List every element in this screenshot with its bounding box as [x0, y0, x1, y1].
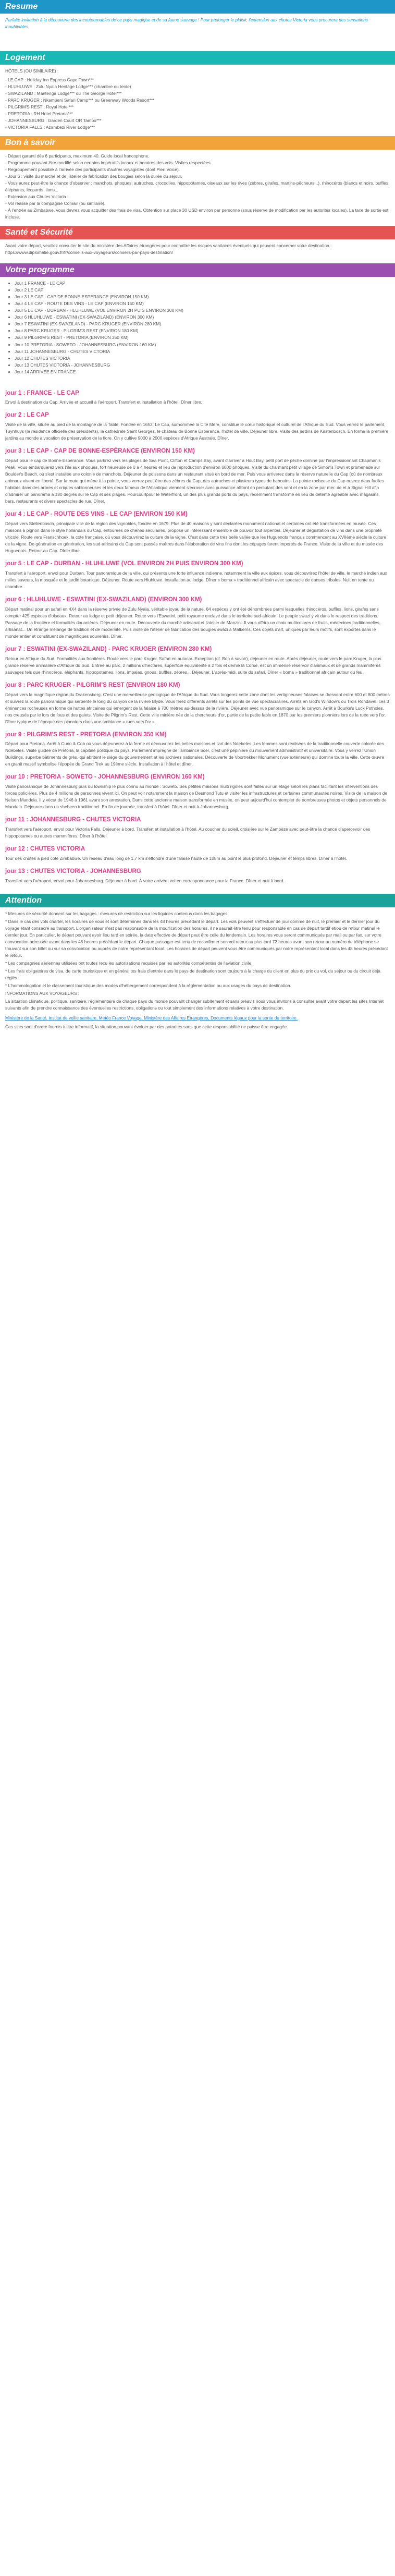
day-text: Visite de la ville, située au pied de la montagne de la Table. Fondée en 1652, Le Cap, surnommée la Cité Mère, constitue le cœur historique et culturel de l'Afrique du Sud. Vous verrez le parlement, Tuynhuys (la résidence officielle des présidents), la cathédrale Saint Georges, le château de Bonne Espérance, l'hôtel de ville. Déjeuner libre. Visite des jardins de Kirstenbosch. En forme la première jardins au monde à vocation de préservation de la flore. On y cultive 9000 à 2000 espèces d'Afrique Australe. Dîner. — [5, 422, 389, 441]
attention-section — [0, 894, 395, 1038]
day-title: jour 4 : LE CAP - ROUTE DES VINS - LE CAP (ENVIRON 150 KM) — [5, 511, 188, 518]
day-text: Transfert vers l'aéroport, envol pour Victoria Falls. Déjeuner à bord. Transfert et installation à l'hôtel. Au coucher du soleil, croisière sur le Zambèze avec peut-être la chance d'apercevoir des hippopotames ou autres mammifères. Dîner à l'hôtel. — [5, 827, 371, 839]
program-toc-item[interactable]: • Jour 9 PILGRIM'S REST - PRETORIA (ENVIRON 350 KM) — [15, 334, 390, 341]
day-text: Transfert à l'aéroport, envol pour Durban. Tour panoramique de la ville, qui présente une forte influence indienne, notamment la ville aux épices, vous découvrirez l'hôtel de ville, le marché indien aux milles saveurs, la mosquée et le jardin botanique. Déjeuner. Route vers Hluhluwe. Installation au lodge. Dîner « boma » traditionnel africain avec spectacle de danses tribales. Nuit en tente ou chambre. — [5, 570, 387, 589]
attention-item: * Mesures de sécurité donnent sur les bagages : mesures de restriction sur les liquides contenus dans les bagages. — [5, 910, 229, 916]
day-title: jour 9 : PILGRIM'S REST - PRETORIA (ENVIRON 350 KM) — [5, 731, 167, 738]
program-toc-item[interactable]: • Jour 14 ARRIVÉE EN FRANCE — [15, 369, 390, 375]
bon-item: - Jour 6 : visite du marché et de l'atelier de fabrication des bougies selon la durée du séjour. — [5, 174, 182, 179]
sante-section — [0, 226, 395, 263]
day-text: Envol à destination du Cap. Arrivée et accueil à l'aéroport. Transfert et installation à l'hôtel. Dîner libre. — [5, 399, 202, 405]
attention-links[interactable]: Ministère de la Santé, Institut de veille sanitaire, Météo France Voyage, Ministère des Affaires Étrangères, Documents légaux pour la sortie du territoire. — [5, 1015, 298, 1021]
attention-final: Ces sites sont d'ordre fournis à titre informatif, la situation pouvant évoluer par des autorités sans que cette responsabilité ne puisse être engagée. — [5, 1024, 288, 1030]
day-title: jour 1 : FRANCE - LE CAP — [5, 390, 79, 396]
logement-item: - LE CAP : Holiday Inn Express Cape Town*** — [5, 77, 94, 83]
logement-title: Logement — [0, 51, 395, 65]
day-text: Retour en Afrique du Sud. Formalités aux frontières. Route vers le parc Kruger. Safari en autocar. Exception (cf. Bon à savoir), déjeuner en route. Après déjeuner, route vers le parc Kruger, la plus grande réserve animalière d'Afrique du Sud. Entrée au parc, 2 millions d'hectares, superficie équivalente à 2 fois et demie la Corse, est un immense réservoir d'animaux et de grands mammifères sauvages tels que rhinocéros, éléphants, hippopotames, lions, impalas, gnous, buffles, zèbres... Déjeuner. L'après-midi, suite du safari. Dîner « boma » traditionnel africain autour du feu. — [5, 655, 381, 675]
day-title: jour 10 : PRETORIA - SOWETO - JOHANNESBURG (ENVIRON 160 KM) — [5, 774, 205, 781]
day-title: jour 7 : ESWATINI (EX-SWAZILAND) - PARC KRUGER (ENVIRON 280 KM) — [5, 646, 212, 652]
program-toc-item[interactable]: • Jour 6 HLUHLUWE - ESWATINI (EX-SWAZILAND) (ENVIRON 300 KM) — [15, 314, 390, 321]
attention-item: INFORMATIONS AUX VOYAGEURS : — [5, 991, 80, 996]
day-text: Tour des chutes à pied côté Zimbabwe. Un réseau d'eau long de 1,7 km s'effondre d'une falaise haute de 108m au point le plus profond. Déjeuner et temps libres. Dîner à l'hôtel. — [5, 855, 347, 861]
logement-list — [5, 77, 390, 131]
logement-item: - VICTORIA FALLS : Azambezi River Lodge*** — [5, 125, 95, 130]
day-text: Départ pour le cap de Bonne-Espérance. Vous partirez vers les plages de Sea Point, Clifton et Camps Bay, avant d'arriver à Hout Bay, petit port de pêche dominé par l'impressionnant Chapman's Peak. Vous embarquerez vers l'île aux phoques, fort heureuse de 0 à 4 heures et lieu de reproduction d'environ 6000 phoques. Visite du charmant petit village de Simon's Town et promenade sur Boulder's Beach, où s'est installée une colonie de manchots. Déjeuner de poissons dans un restaurant situé en bord de mer. Puis vous arriverez dans la réserve naturelle du Cap (où de nombreux animaux vivent en liberté. Sur la route qui mène à la pointe, vous verrez peut-être des zèbres du Cap, des autruches et plusieurs types de babouins. La pointe rocheuse du Cap ouvrez deux faciles habitats dans des arbres et criques sablonneuses et les deux fameux de l'Atlantique viennent s'écraser avec puissance affront en percutant des vent et en la zone par mer. de et à Signal Hill afin d'admirer un panorama à 180 degrés sur le Cap et ses plages. Pourcourtpour le Waterfront, un des plus grands ports du pays, récemment transformé en lieu de détente agréable avec magasins, bars, restaurants et divers spectacles de rue. Dîner. — [5, 458, 384, 504]
bon-list — [5, 153, 390, 221]
program-toc-item[interactable]: • Jour 10 PRETORIA - SOWETO - JOHANNESBURG (ENVIRON 160 KM) — [15, 342, 390, 348]
attention-item: La situation climatique, politique, sanitaire, réglementaire de chaque pays du monde pouvant changer subitement et sans préavis nous vous invitons à consulter avant votre départ les sites Internet suivants afin de prendre connaissance des éventuelles restrictions, obligations ou tout simplement des informations relatives à votre destination. — [5, 999, 384, 1011]
logement-intro: HÔTELS (OU SIMILAIRE) : — [5, 68, 59, 74]
attention-item: * Dans le cas des vols charter, les horaires de vous et sont déterminés dans les 48 heures précédant le départ. Les vols peuvent s'effectuer de jour comme de nuit, le premier et le dernier jour du voyage étant consacré au transport. L'organisateur n'est pas responsable de la modification des horaires, il ne saurait être tenu pour responsable en cas de départ tardif et/ou de retour matinal le dernier jour. En particulier, le départ pouvant avoir lieu tard en soirée, la date effective de départ peut être celle du lendemain. Les horaires vous seront communiqués par mail ou par fax, sur votre convocation adressée avant dans les 48 heures précédant le départ. Chaque passager est tenu de reconfirmer son vol retour au plus tard 72 heures avant son retour au numéro de téléphone se trouvant sur son billet ou sur sa convocation ou auprès de notre représentant local. Les horaires de départ peuvent vous être communiqués par notre représentant local dans les 48 heures précédant le retour. — [5, 918, 388, 958]
program-toc-item[interactable]: • Jour 2 LE CAP — [15, 287, 390, 294]
sante-title: Santé et Sécurité — [0, 226, 395, 239]
day-title: jour 5 : LE CAP - DURBAN - HLUHLUWE (VOL ENVIRON 2H PUIS ENVIRON 300 KM) — [5, 561, 243, 567]
resume-title: Resume — [0, 0, 395, 14]
program-toc-item[interactable]: • Jour 8 PARC KRUGER - PILGRIM'S REST (ENVIRON 180 KM) — [15, 327, 390, 334]
bon-item: - À l'entrée au Zimbabwe, vous devrez vous acquitter des frais de visa. Obtention sur place 30 USD environ par personne (sous réserve de modification par les autorités locales). La taxe de sortie est incluse. — [5, 208, 389, 220]
resume-text: Parfaite invitation à la découverte des incontournables de ce pays magique et de sa faune sauvage ! Pour prolonger le plaisir, l'extension aux chutes Victoria vous procurera des sensations inoubliables. — [5, 17, 368, 30]
bon-section — [0, 136, 395, 226]
logement-item: - PILGRIM'S REST : Royal Hotel*** — [5, 104, 74, 110]
program-toc-item[interactable]: • Jour 11 JOHANNESBURG - CHUTES VICTORIA — [15, 348, 390, 355]
day-text: Visite panoramique de Johannesburg puis du township le plus connu au monde : Soweto. Ses petites maisons multi rigoles sont faites sur un étage selon les plans facilitant les interventions des forces policières. Plus de 4 millions de personnes vivent ici. On peut voir notamment la maison de Desmond Tutu et visiter les infrastructures et certaines communautés noires. Visite de la maison de Nelson Mandela. Il y vécut de 1946 à 1961 avant son arrestation. Dans cette ancienne maison transformée en musée, on peut aujourd'hui contempler de nombreuses photos et objets personnels de Mandela. Déjeuner dans un shebeen traditionnel. En fin de journée, transfert à l'hôtel. Dîner et nuit à Johannesburg. — [5, 784, 388, 810]
day-text: Transfert vers l'aéroport, envol pour Johannesburg. Déjeuner à bord. À votre arrivée, vol en correspondance pour la France. Dîner et nuit à bord. — [5, 878, 285, 883]
logement-section — [0, 51, 395, 136]
day-title: jour 12 : CHUTES VICTORIA — [5, 846, 85, 853]
attention-item: * Les frais obligatoires de visa, de carte touristique et en général tes frais d'entrée dans le pays de destination sont toujours à la charge du client en plus du prix du vol, du séjour ou du circuit déjà réglés. — [5, 968, 380, 980]
bon-item: - Vous aurez peut-être la chance d'observer : manchots, phoques, autruches, crocodiles, hippopotames, oiseaux sur les rives (zèbres, girafes, martins-pêcheurs...), rhinocéros (blancs et noirs, buffles, éléphants, léopards, lions... — [5, 180, 390, 193]
program-toc-item[interactable]: • Jour 3 LE CAP - CAP DE BONNE-ESPÉRANCE (ENVIRON 150 KM) — [15, 294, 390, 300]
day-title: jour 13 : CHUTES VICTORIA - JOHANNESBURG — [5, 868, 141, 874]
logement-item: - PARC KRUGER : Nkambeni Safari Camp*** ou Greenway Woods Resort*** — [5, 98, 155, 103]
bon-title: Bon à savoir — [0, 136, 395, 150]
program-toc-item[interactable]: • Jour 13 CHUTES VICTORIA - JOHANNESBURG — [15, 362, 390, 369]
bon-item: - Départ garanti dès 6 participants, maximum 40. Guide local francophone. — [5, 153, 150, 159]
resume-section — [0, 0, 395, 38]
logement-item: - JOHANNESBURG : Garden Court OR Tambo*** — [5, 118, 102, 124]
programme-section — [0, 263, 395, 893]
day-text: Départ matinal pour un safari en 4X4 dans la réserve privée de Zulu Nyala, véritable joyau de la nature. 84 espèces y ont été dénombrées parmi lesquelles rhinocéros, buffles, lions, girafes sans compter 425 espèces d'oiseaux. Retour au lodge et petit déjeuner. Route vers l'Eswatini, petit royaume enclavé dans le territoire sud-africain. Le peuple swazi y vit dans le respect des traditions. Passage de la frontière et formalités douanières. Déjeuner en route. Découverte du marché artisanal et l'atelier de Manzini. Il vous offrira un choix multicolores de fruits, médecines traditionnelles, artisanat... Un étrange mélange de tradition et de modernité. Puis visite de l'atelier de fabrication des bougies swazi à Malkerns. Ces objets d'art, uniques par leurs motifs, sont exportés dans le monde entier et constituent de magnifiques souvenirs. Dîner. — [5, 606, 381, 639]
programme-title: Votre programme — [0, 263, 395, 277]
bon-item: - Programme pouvant être modifié selon certains impératifs locaux et horaires des vols. Visites respectées. — [5, 160, 212, 166]
program-toc-item[interactable]: • Jour 4 LE CAP - ROUTE DES VINS - LE CAP (ENVIRON 150 KM) — [15, 300, 390, 307]
day-title: jour 11 : JOHANNESBURG - CHUTES VICTORIA — [5, 817, 141, 823]
logement-item: - PRETORIA : RH Hotel Pretoria*** — [5, 111, 73, 117]
bon-item: - Vol réalisé par la compagnie Comair (ou similaire). — [5, 201, 106, 206]
sante-text: Avant votre départ, veuillez consulter le site du ministère des Affaires étrangères pour connaître les risques sanitaires éventuels qui peuvent concerner votre destination : https://www.diplomatie.gouv.fr/fr/conseils-aux-voyageurs/conseils-par-pays-destination/ — [5, 243, 332, 256]
attention-title: Attention — [0, 894, 395, 907]
day-text: Départ pour Pretoria. Arrêt à Curio & Cob où vous déjeunerez à la ferme et découvrirez les belles maisons et l'art des Ndebeles. Les femmes sont réalisées de la traditionnelle couverte colorée des Ndebeles. Visite guidée de Pretoria, la capitale politique du pays. Parlement imprégné de l'ambiance boer, c'est une pépinière du mouvement administratif et universitaire. Vous y verrez l'Union Buildings, superbe bâtiments de grès, qui abritent le siège du gouvernement et les archives nationales. Découverte de Voortrekker Monument (vue extérieure) qui domine toute la ville. Cette œuvre en granit massif symbolise l'épopée du Grand Trek au 19ème siècle. Installation à l'hôtel et dîner. — [5, 741, 385, 767]
program-toc — [5, 280, 390, 375]
program-toc-item[interactable]: • Jour 1 FRANCE - LE CAP — [15, 280, 390, 287]
day-title: jour 2 : LE CAP — [5, 412, 49, 419]
day-text: Départ vers Stellenbosch, principale ville de la région des vignobles, fondée en 1679. Plus de 40 maisons y sont déclarées monument national et certaines ont été transformées en musée. Ces maisons à pignon dans le style hollandais du Cap, entourées de chênes séculaires, propose un intéressant ensemble de pouvoir tout arpentés. Déjeuner et dégustation de vins dans une propriété viticole. Route vers Franschhoek, la cote française, où vous découvrirez la culture de la vigne. C'est dans cette très belle vallée que les Huguenots français commencent au XVIIème siècle la culture de la vigne. De génération en génération, les sud-africains du Cap sont passés maîtres dans l'élaboration de vins fins dont les cépages furent importés de France. Visite de la ville et du musée des Huguenots. Retour au Cap. Dîner libre. — [5, 521, 387, 554]
logement-item: - SWAZILAND : Mantenga Lodge*** ou The George Hotel*** — [5, 91, 122, 96]
attention-list — [5, 910, 390, 1012]
program-toc-item[interactable]: • Jour 7 ESWATINI (EX-SWAZILAND) - PARC KRUGER (ENVIRON 280 KM) — [15, 321, 390, 327]
attention-item: * Les compagnies aériennes utilisées ont toutes reçu les autorisations requises par les autorités compétentes de l'aviation civile. — [5, 960, 253, 966]
day-title: jour 6 : HLUHLUWE - ESWATINI (EX-SWAZILAND) (ENVIRON 300 KM) — [5, 596, 202, 603]
bon-item: - Extension aux Chutes Victoria : — [5, 194, 69, 200]
logement-item: - HLUHLUWE : Zulu Nyala Heritage Lodge*** (chambre ou tente) — [5, 84, 131, 90]
program-days — [0, 381, 395, 894]
program-toc-item[interactable]: • Jour 5 LE CAP - DURBAN - HLUHLUWE (VOL ENVIRON 2H PUIS ENVIRON 300 KM) — [15, 307, 390, 314]
attention-item: * L'hommologation et le classement touristique des modes d'hébergement correspondent à la réglementation ou aux usages du pays de destination. — [5, 982, 291, 988]
bon-item: - Regroupement possible à l'arrivée des participants d'autres voyagistes (dont Pieri Voice). — [5, 167, 180, 173]
day-title: jour 8 : PARC KRUGER - PILGRIM'S REST (ENVIRON 180 KM) — [5, 682, 180, 688]
day-text: Départ vers la magnifique région du Drakensberg. C'est une merveilleuse géologique de l'Afrique du Sud. Vous longerez cette zone dont les vertigineuses falaises se dressent entre 600 et 800 mètres et suivrez la route panoramique qui serpente le long du canyon de la rivière Blyde. Vous ferez différents arrêts sur les points de vue spectaculaires. Arrêts en God's Window's ou Trois Rondavel, ces 3 éminences rocheuses en forme de huttes africaines qui émergent de la falaise à 700 mètres au-dessus de la rivière. Déjeuner avec vue panoramique sur le canyon. Arrêt à Bourke's Luck Potholes, nos creusés par le lors de fous et des galets. Visite de Pilgrim's Rest. Cette ville minière née de la chercheurs d'or, partie de la petite fable en 1870 par les premiers pionniers lors de la ruée vers l'or. Dîner typique de l'époque des pionniers dans une ambiance « rues vers l'or ». — [5, 691, 390, 724]
program-toc-item[interactable]: • Jour 12 CHUTES VICTORIA — [15, 355, 390, 362]
day-title: jour 3 : LE CAP - CAP DE BONNE-ESPÉRANCE (ENVIRON 150 KM) — [5, 448, 195, 455]
